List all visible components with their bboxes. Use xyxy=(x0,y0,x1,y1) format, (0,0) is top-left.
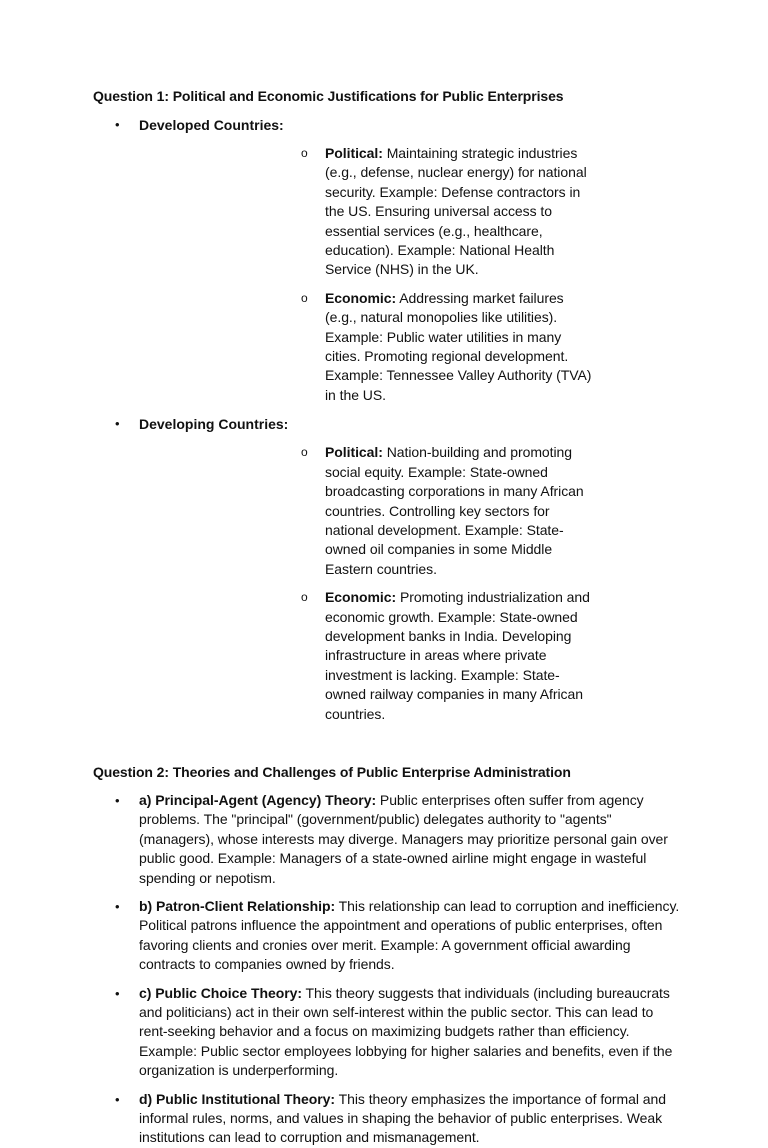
theory-text xyxy=(139,791,682,888)
bullet-icon: • xyxy=(115,985,120,1001)
circle-bullet-icon: o xyxy=(301,290,308,305)
question-1-heading: Question 1: Political and Economic Justifications for Public Enterprises xyxy=(93,88,564,104)
justification-label: Economic: xyxy=(325,589,397,606)
theory-body: This theory emphasizes the importance of formal and informal rules, norms, and values in shaping the behavior of public enterprises. Weak institutions can lead to corruption and mismanagement. xyxy=(139,1090,666,1146)
theory-body: Public enterprises often suffer from agency problems. The "principal" (government/public) delegates authority to "agents" (managers), whose interests may diverge. Managers may prioritize personal gain over public good. Example: Managers of a state-owned airline might engage in wasteful spending or nepotism. xyxy=(139,791,668,886)
bullet-icon: • xyxy=(115,1091,120,1107)
theory-item xyxy=(0,791,768,888)
theory-label: b) Patron-Client Relationship: xyxy=(139,898,336,914)
theory-label: d) Public Institutional Theory: xyxy=(139,1090,336,1107)
justification-item xyxy=(139,588,682,724)
justification-item xyxy=(139,443,682,579)
theory-text xyxy=(139,1090,682,1148)
theory-text xyxy=(139,984,682,1081)
theory-text xyxy=(139,897,682,975)
justification-label: Economic: xyxy=(325,289,397,306)
justification-list xyxy=(139,443,682,724)
theory-body: This theory suggests that individuals (including bureaucrats and politicians) act in their own self-interest within the public sector. This can lead to rent-seeking behavior and a focus on maximizing budgets rather than efficiency. Example: Public sector employees lobbying for higher salaries and benefits, even if the organization is underperforming. xyxy=(139,984,673,1079)
justification-item xyxy=(139,144,682,280)
justification-label: Political: xyxy=(325,145,383,161)
group-label: Developed Countries: xyxy=(139,117,284,133)
theory-body: This relationship can lead to corruption and inefficiency. Political patrons influence the appointment and operations of public enterprises, often favoring clients and cronies over merit. Example: A government official awarding contracts to companies owned by friends. xyxy=(139,898,680,973)
justification-body: Addressing market failures (e.g., natural monopolies like utilities). Example: Public water utilities in many cities. Promoting regional development. Example: Tennessee Valley Authority (TVA) in the US. xyxy=(325,289,592,403)
group-label: Developing Countries: xyxy=(139,416,289,433)
justification-body: Promoting industrialization and economic growth. Example: State-owned development banks in India. Developing infrastructure in areas where private investment is lacking. Example: State-owned railway companies in many African countries. xyxy=(325,589,590,722)
q1-country-list xyxy=(0,115,768,724)
circle-bullet-icon: o xyxy=(301,590,308,605)
justification-body: Maintaining strategic industries (e.g., defense, nuclear energy) for national security. Example: Defense contractors in the US. Ensuring universal access to essential services (e.g., healthcare, education). Example: National Health Service (NHS) in the UK. xyxy=(325,145,587,278)
justification-item xyxy=(139,289,682,405)
bullet-icon: • xyxy=(115,117,120,132)
circle-bullet-icon: o xyxy=(301,445,308,460)
justification-text xyxy=(325,289,596,405)
circle-bullet-icon: o xyxy=(301,146,308,160)
bullet-icon: • xyxy=(115,899,120,914)
bullet-icon: • xyxy=(115,416,120,432)
theory-item xyxy=(0,897,768,975)
q2-theory-list xyxy=(0,791,768,1148)
justification-text xyxy=(325,443,596,579)
justification-list xyxy=(139,144,682,405)
justification-text xyxy=(325,144,596,280)
justification-body: Nation-building and promoting social equity. Example: State-owned broadcasting corporations in many African countries. Controlling key sectors for national development. Example: State-owned oil companies in some Middle Eastern countries. xyxy=(325,444,584,577)
justification-label: Political: xyxy=(325,444,383,461)
q1-group-developing xyxy=(0,414,768,724)
question-2-heading: Question 2: Theories and Challenges of Public Enterprise Administration xyxy=(93,763,571,780)
bullet-icon: • xyxy=(115,792,120,808)
q1-group-developed xyxy=(0,115,768,405)
theory-item xyxy=(0,1090,768,1148)
theory-label: a) Principal-Agent (Agency) Theory: xyxy=(139,791,377,808)
justification-text xyxy=(325,588,596,724)
theory-item xyxy=(0,984,768,1081)
theory-label: c) Public Choice Theory: xyxy=(139,984,302,1001)
